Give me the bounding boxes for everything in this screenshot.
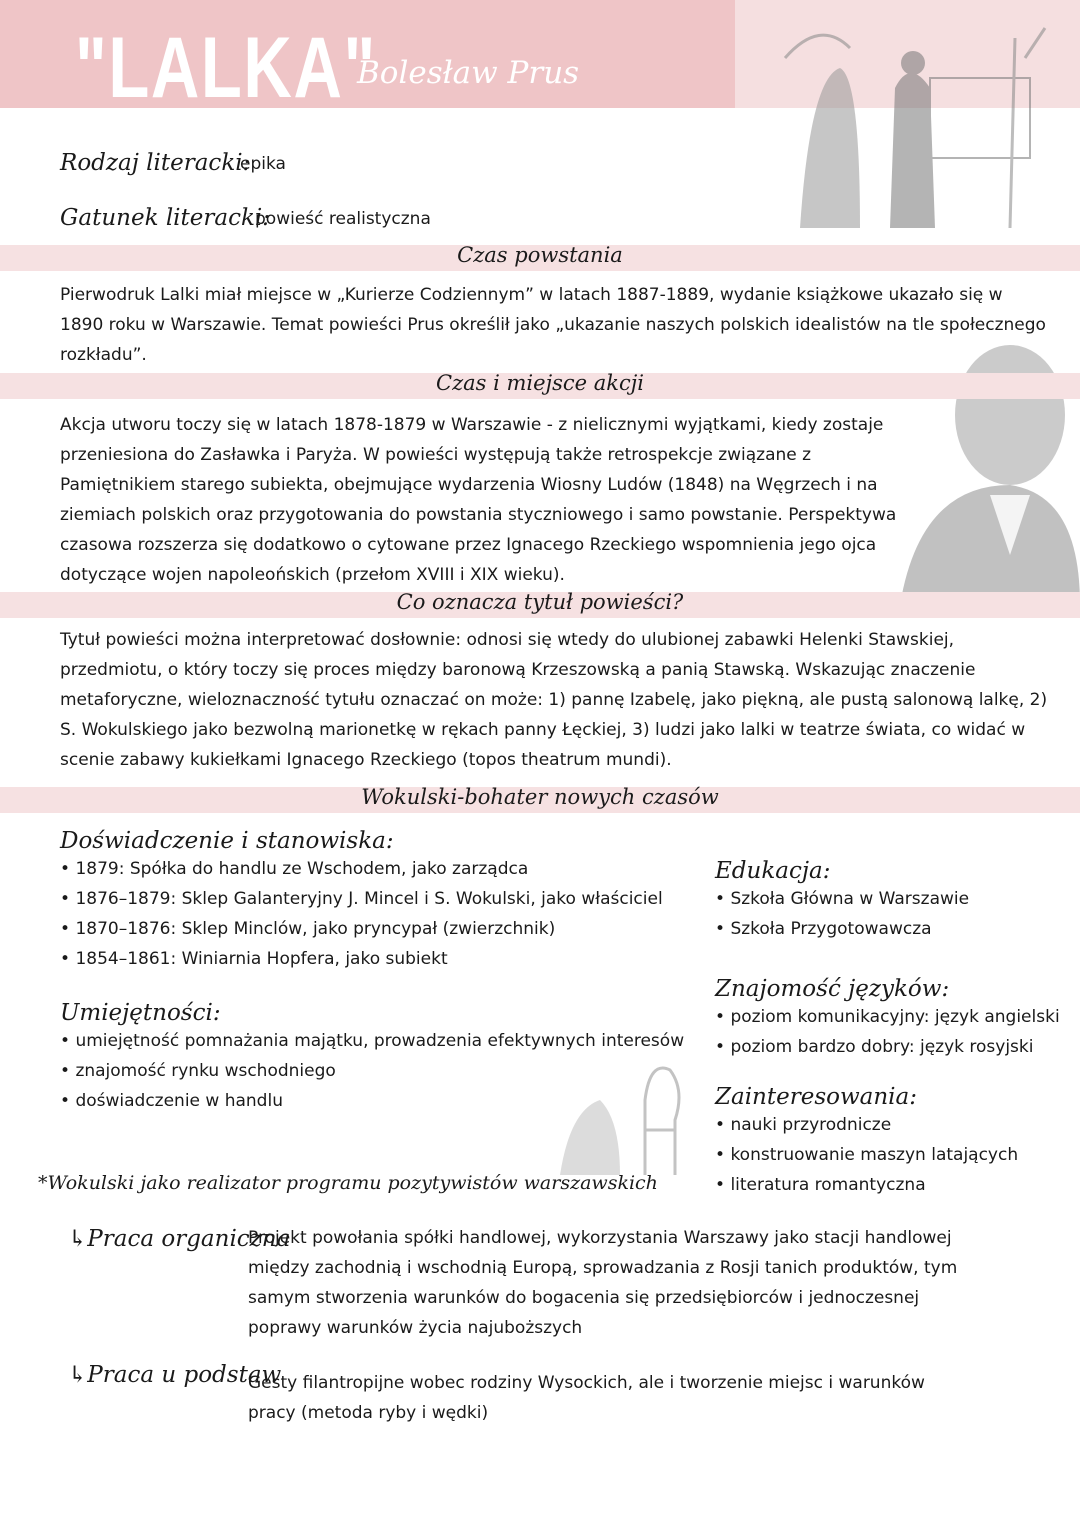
list-item: • 1879: Spółka do handlu ze Wschodem, jako zarządca [60,854,663,884]
genre-label: Gatunek literacki: [60,205,271,231]
interests-title: Zainteresowania: [715,1084,918,1110]
list-item: • konstruowanie maszyn latających [715,1140,1018,1170]
list-item: • Szkoła Główna w Warszawie [715,884,969,914]
experience-title: Doświadczenie i stanowiska: [60,828,394,854]
languages-title: Znajomość języków: [715,976,950,1002]
organic-work-text: Projekt powołania spółki handlowej, wykorzystania Warszawy jako stacji handlowej między zachodnią i wschodnią Europą, sprowadzania z Rosji tanich produktów, tym samym stworzenia warunków do bogacenia się przedsiębiorców i jednoczesnej poprawy warunków życia najuboższych [248,1228,958,1338]
couple-illustration [780,18,1050,236]
genre-kind-value: epika [240,154,286,174]
list-item: • doświadczenie w handlu [60,1086,684,1116]
author: Bolesław Prus [357,55,580,91]
czas-powstania-text: Pierwodruk Lalki miał miejsce w „Kurierze Codziennym” w latach 1887-1889, wydanie książkowe ukazało się w 1890 roku w Warszawie. Temat powieści Prus określił jako „ukazanie naszych polskich idealistów na tle społecznego rozkładu”. [60,285,1046,365]
interests-block [715,1084,1018,1200]
languages-block [715,976,1060,1062]
list-item: • znajomość rynku wschodniego [60,1056,684,1086]
tytul-text: Tytuł powieści można interpretować dosłownie: odnosi się wtedy do ulubionej zabawki Helenki Stawskiej, przedmiotu, o który toczy się proces między baronową Krzeszowską a panią Stawską. Wskazując znaczenie metaforyczne, wieloznaczność tytułu oznaczać on może: 1) pannę Izabelę, jako piękną, ale pustą salonową lalkę, 2) S. Wokulskiego jako bezwolną marionetkę w rękach panny Łęckiej, 3) ludzi jako lalki w teatrze świata, co widać w scenie zabawy kukiełkami Ignacego Rzeckiego (topos theatrum mundi). [60,630,1048,770]
section-title-tytul: Co oznacza tytuł powieści? [396,590,684,614]
list-item: • poziom bardzo dobry: język rosyjski [715,1032,1060,1062]
list-item: • nauki przyrodnicze [715,1110,1018,1140]
grassroots-work-text: Gesty filantropijne wobec rodziny Wysockich, ale i tworzenie miejsc i warunków pracy (metoda ryby i wędki) [248,1373,925,1423]
list-item: • literatura romantyczna [715,1170,1018,1200]
experience-block [60,828,663,974]
czas-miejsce-text: Akcja utworu toczy się w latach 1878-1879 w Warszawie - z nielicznymi wyjątkami, kiedy zostaje przeniesiona do Zasławka i Paryża. W powieści występują także retrospekcje związane z Pamiętnikiem starego subiekta, obejmujące wydarzenia Wiosny Ludów (1848) na Węgrzech i na ziemiach polskich oraz przygotowania do powstania styczniowego i samo powstanie. Perspektywa czasowa rozszerza się dodatkowo o cytowane przez Ignacego Rzeckiego wspomnienia jego ojca dotyczące wojen napoleońskich (przełom XVIII i XIX wieku). [60,415,897,585]
grassroots-work-label: ↳Praca u podstaw [68,1362,282,1388]
genre-value: powieść realistyczna [255,209,431,229]
genre-kind-label: Rodzaj literacki: [60,150,251,176]
education-title: Edukacja: [715,858,831,884]
section-title-wokulski: Wokulski-bohater nowych czasów [361,785,719,809]
positivism-note: *Wokulski jako realizator programu pozytywistów warszawskich [38,1172,658,1194]
list-item: • umiejętność pomnażania majątku, prowadzenia efektywnych interesów [60,1026,684,1056]
section-title-czas-powstania: Czas powstania [457,243,623,267]
skills-title: Umiejętności: [60,1000,221,1026]
list-item: • Szkoła Przygotowawcza [715,914,969,944]
list-item: • poziom komunikacyjny: język angielski [715,1002,1060,1032]
chair-illustration [550,1060,690,1180]
education-block [715,858,969,944]
page-title: "LALKA" [75,20,377,116]
section-title-czas-miejsce: Czas i miejsce akcji [436,371,644,395]
list-item: • 1876–1879: Sklep Galanteryjny J. Mincel i S. Wokulski, jako właściciel [60,884,663,914]
list-item: • 1870–1876: Sklep Minclów, jako pryncypał (zwierzchnik) [60,914,663,944]
list-item: • 1854–1861: Winiarnia Hopfera, jako subiekt [60,944,663,974]
organic-work-label: ↳Praca organiczna [68,1226,291,1252]
